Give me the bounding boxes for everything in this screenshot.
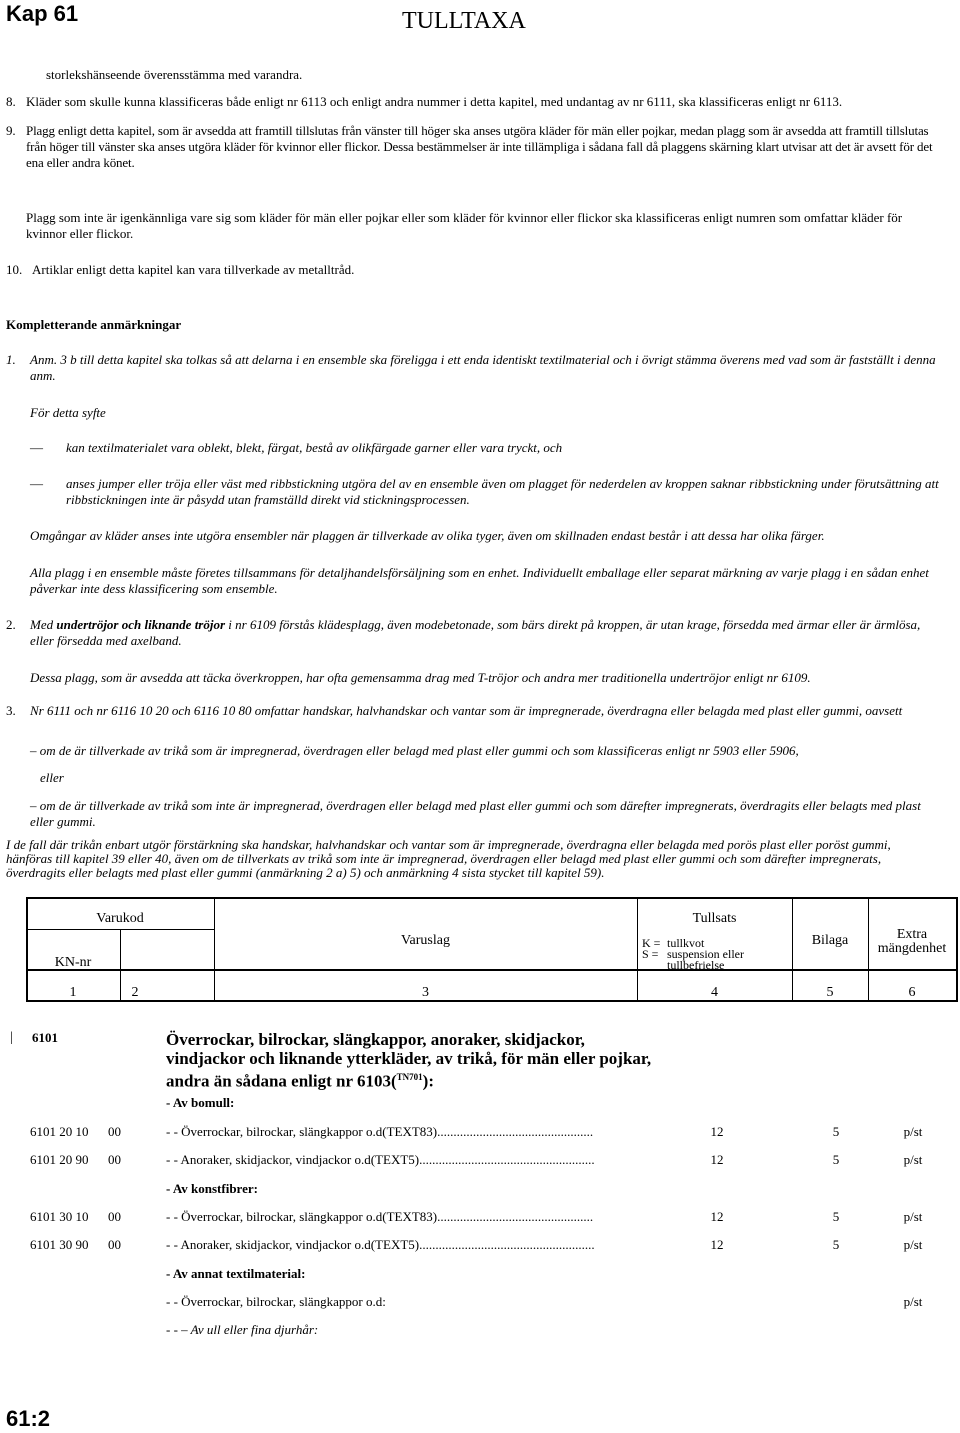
unit-value: p/st [903, 1152, 923, 1167]
rule [26, 969, 958, 971]
note-9-number: 9. [6, 123, 16, 138]
supp-note-1-paragraph-2: Omgångar av kläder anses inte utgöra ensembler när plaggen är tillverkade av olika tyger, även om skillnaden endast består i att dessa har olika färger. [30, 528, 825, 543]
tariff-table-header [26, 897, 958, 1001]
duty-rate: 12 [710, 1237, 724, 1252]
bilaga-value: 5 [832, 1152, 840, 1167]
unit-value: p/st [903, 1209, 923, 1224]
supp-note-2-number: 2. [6, 617, 16, 632]
dash-1-text: kan textilmaterialet vara oblekt, blekt, färgat, bestå av olikfärgade garner eller vara tryckt, och [66, 440, 563, 455]
column-number-3: 3 [422, 985, 429, 1000]
intro-continuation: storlekshänseende överensstämma med varandra. [46, 67, 303, 82]
rule [26, 897, 958, 899]
supplementary-heading: Kompletterande anmärkningar [6, 317, 182, 332]
supp-note-3-number: 3. [6, 703, 16, 718]
note-10 [6, 262, 952, 278]
header-tullsats: Tullsats [692, 911, 737, 926]
column-number-2: 2 [131, 985, 139, 1000]
supp-note-3-dash-1: – om de är tillverkade av trikå som är impregnerad, överdragen eller belagd med plast eller gummi och som klassificeras enligt nr 5903 eller 5906, [30, 743, 799, 758]
kn-number: 6101 30 90 [30, 1237, 89, 1252]
legend-k-key: K = [642, 936, 661, 950]
row-description: - - – Av ull eller fina djurhår: [166, 1322, 319, 1337]
header-varuslag: Varuslag [401, 933, 450, 948]
supp-note-2-text-c: i nr 6109 förstås klädesplagg, även modebetonade, som bärs direkt på kroppen, är utan krage, försedda med ärmar eller är ärmlösa, eller försedda med axelband. [30, 617, 921, 648]
change-bar: | [10, 1030, 13, 1045]
chapter-label: Kap 61 [6, 1, 79, 26]
supp-note-3-eller: eller [40, 770, 64, 785]
kn-number: 6101 20 10 [30, 1124, 89, 1139]
unit-value: p/st [903, 1124, 923, 1139]
header-kn-nr: KN-nr [54, 955, 92, 970]
supp-note-3-text: Nr 6111 och nr 6116 10 20 och 6116 10 80 omfattar handskar, halvhandskar och vantar som är impregnerade, överdragna eller belagda med plast eller gummi, oavsett [30, 703, 903, 718]
dash-marker: — [30, 476, 43, 491]
dash-2-text: anses jumper eller tröja eller väst med ribbstickning utgöra del av en ensemble även om plagget för nederdelen av kroppen saknar ribbstickning under förutsättning att ribbstickningen inte är påsydd utan framställd direkt vid stickningsprocessen. [66, 476, 939, 507]
row-description: - - Anoraker, skidjackor, vindjackor o.d(TEXT5)...................................................... [166, 1237, 595, 1252]
header-extra: Extra [896, 927, 928, 942]
table-row [0, 1123, 960, 1141]
supp-note-2 [6, 617, 940, 649]
row-description: - - Överrockar, bilrockar, slängkappor o.d(TEXT83)................................................ [166, 1124, 594, 1139]
bilaga-value: 5 [832, 1124, 840, 1139]
unit-value: p/st [903, 1294, 923, 1309]
row-description: - Av konstfibrer: [166, 1181, 258, 1196]
legend-s-val: suspension eller [667, 947, 744, 961]
legend-s-key: S = [642, 947, 659, 961]
note-9 [6, 123, 938, 171]
table-row [0, 1151, 960, 1169]
supp-note-1 [6, 352, 940, 384]
kn-number: 6101 20 90 [30, 1152, 89, 1167]
page-title: TULLTAXA [402, 8, 526, 34]
heading-6101-text [166, 1030, 666, 1091]
table-row [0, 1265, 960, 1283]
duty-rate: 12 [710, 1209, 724, 1224]
supp-note-1-number: 1. [6, 352, 16, 367]
table-row [0, 1321, 960, 1339]
legend-s-val2: tullbefrielse [667, 958, 725, 972]
heading-footnote-ref: TN701 [396, 1072, 423, 1082]
note-8 [6, 94, 946, 110]
heading-tail: ): [422, 1071, 434, 1091]
table-row [0, 1180, 960, 1198]
dash-marker: — [30, 440, 43, 455]
table-row [0, 1236, 960, 1254]
legend-k-val: tullkvot [667, 936, 705, 950]
note-8-number: 8. [6, 94, 16, 109]
supp-note-2-text-a: Med [30, 617, 57, 632]
note-9-text: Plagg enligt detta kapitel, som är avsedda att framtill tillslutas från vänster till höger ska anses utgöra kläder för män eller pojkar, medan plagg som är avsedda att framtill tillslutas från höger till vänster ska anses utgöra kläder för kvinnor eller flickor. Dessa bestämmelser är inte tillämpliga i sådana fall då plaggens skärning klart utvisar att det är avsett för det ena eller andra könet. [26, 123, 933, 170]
column-number-5: 5 [826, 985, 834, 1000]
heading-main: Överrockar, bilrockar, slängkappor, anoraker, skidjackor, vindjackor och liknande ytterkläder, av trikå, för män eller pojkar, andra än sådana enligt nr 6103( [166, 1030, 652, 1091]
table-row [0, 1208, 960, 1226]
supp-note-1-for: För detta syfte [30, 405, 106, 420]
supp-note-2-paragraph-2: Dessa plagg, som är avsedda att täcka överkroppen, har ofta gemensamma drag med T-tröjor och andra mer traditionella undertröjor enligt nr 6109. [30, 670, 811, 685]
header-bilaga: Bilaga [811, 933, 849, 948]
note-10-text: Artiklar enligt detta kapitel kan vara tillverkade av metalltråd. [32, 262, 355, 277]
unit-value: p/st [903, 1237, 923, 1252]
supp-note-2-term: undertröjor och liknande tröjor [56, 617, 226, 632]
table-row [0, 1094, 960, 1112]
bilaga-value: 5 [832, 1237, 840, 1252]
kn-suffix: 00 [108, 1237, 121, 1252]
header-varukod: Varukod [96, 911, 144, 926]
row-description: - Av annat textilmaterial: [166, 1266, 306, 1281]
kn-suffix: 00 [108, 1152, 121, 1167]
column-number-4: 4 [711, 985, 718, 1000]
supp-note-3 [6, 703, 940, 719]
note-8-text: Kläder som skulle kunna klassificeras både enligt nr 6113 och enligt andra nummer i detta kapitel, med undantag av nr 6111, ska klassificeras enligt nr 6113. [26, 94, 843, 109]
supp-note-3-dash-2: – om de är tillverkade av trikå som inte är impregnerad, överdragen eller belagd med plast eller gummi och som därefter impregnerats, överdragits eller belagts med plast eller gummi. [30, 798, 921, 829]
header-mangdenhet: mängdenhet [877, 941, 947, 956]
duty-rate: 12 [710, 1152, 724, 1167]
heading-code: 6101 [32, 1030, 58, 1045]
row-description: - - Överrockar, bilrockar, slängkappor o.d(TEXT83)................................................ [166, 1209, 594, 1224]
note-10-number: 10. [6, 262, 23, 277]
supp-note-3-final: I de fall där trikån enbart utgör förstärkning ska handskar, halvhandskar och vantar som är impregnerade, överdragna eller belagda med porös plast eller poröst gummi, hänföras till kapitel 39 eller 40, även om de tillverkats av trikå som inte är impregnerad, överdragen eller belagd med plast eller gummi och som därefter impregnerats, överdragits eller belagts med plast eller gummi (anmärkning 2 a) 5) och anmärkning 4 sista stycket till kapitel 59). [6, 837, 891, 880]
kn-number: 6101 30 10 [30, 1209, 89, 1224]
page-number: 61:2 [6, 1406, 51, 1431]
row-description: - - Överrockar, bilrockar, slängkappor o.d: [166, 1294, 386, 1309]
row-description: - - Anoraker, skidjackor, vindjackor o.d(TEXT5)...................................................... [166, 1152, 595, 1167]
column-number-1: 1 [69, 985, 77, 1000]
table-row [0, 1293, 960, 1311]
kn-suffix: 00 [108, 1124, 121, 1139]
note-9-paragraph-2: Plagg som inte är igenkännliga vare sig som kläder för män eller pojkar eller som kläder för kvinnor eller flickor ska klassificeras enligt numren som omfattar kläder för kvinnor eller flickor. [26, 210, 903, 241]
kn-suffix: 00 [108, 1209, 121, 1224]
supp-note-1-paragraph-3: Alla plagg i en ensemble måste företes tillsammans för detaljhandelsförsäljning som en enhet. Individuellt emballage eller separat märkning av varje plagg i en sådan enhet påverkar inte dess klassificering som ensemble. [30, 565, 929, 596]
bilaga-value: 5 [832, 1209, 840, 1224]
row-description: - Av bomull: [166, 1095, 235, 1110]
column-number-6: 6 [908, 985, 916, 1000]
duty-rate: 12 [710, 1124, 724, 1139]
rule [956, 897, 958, 1001]
supp-note-1-text: Anm. 3 b till detta kapitel ska tolkas så att delarna i en ensemble ska föreligga i ett enda identiskt textilmaterial och i övrigt stämma överens med vad som är fastställt i denna anm. [30, 352, 936, 383]
